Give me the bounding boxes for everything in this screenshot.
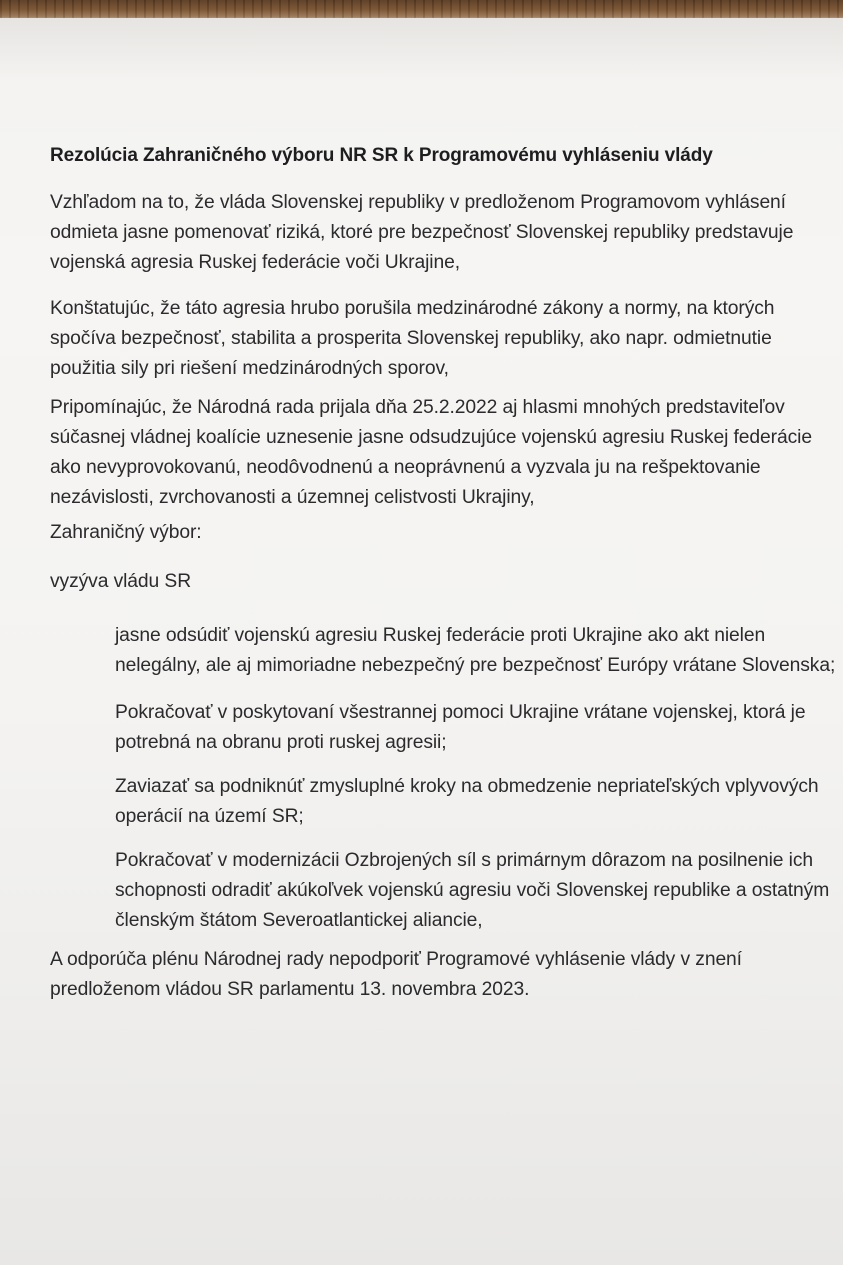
list-item-line: schopnosti odradiť akúkoľvek vojenskú agresiu voči Slovenskej republike a ostatným (115, 880, 830, 901)
paragraph-line: Konštatujúc, že táto agresia hrubo porušila medzinárodné zákony a normy, na ktorých (50, 298, 775, 319)
paragraph-line: Vzhľadom na to, že vláda Slovenskej republiky v predloženom Programovom vyhlásení (50, 192, 786, 213)
paragraph-line: súčasnej vládnej koalície uznesenie jasne odsudzujúce vojenskú agresiu Ruskej federácie (50, 427, 812, 448)
paragraph-konstatujuc (50, 294, 774, 384)
paragraph-line: nezávislosti, zvrchovanosti a územnej celistvosti Ukrajiny, (50, 487, 535, 508)
list-item-line: členským štátom Severoatlantickej aliancie, (115, 910, 483, 931)
paragraph-line: použitia sily pri riešení medzinárodných sporov, (50, 358, 449, 379)
paragraph-pripominajuc (50, 393, 812, 513)
list-item-line: nelegálny, ale aj mimoriadne nebezpečný pre bezpečnosť Európy vrátane Slovenska; (115, 655, 836, 676)
list-item-influence-operations (115, 772, 819, 832)
paragraph-line: predloženom vládou SR parlamentu 13. novembra 2023. (50, 979, 530, 1000)
list-item-modernization (115, 846, 829, 936)
list-item-line: operácií na území SR; (115, 806, 304, 827)
document-title: Rezolúcia Zahraničného výboru NR SR k Programovému vyhláseniu vlády (50, 145, 713, 166)
paragraph-line: ako nevyprovokovanú, neodôvodnenú a neoprávnenú a vyzvala ju na rešpektovanie (50, 457, 761, 478)
paragraph-line: vojenská agresia Ruskej federácie voči Ukrajine, (50, 252, 460, 273)
list-item-line: Pokračovať v poskytovaní všestrannej pomoci Ukrajine vrátane vojenskej, ktorá je (115, 702, 806, 723)
paragraph-line: odmieta jasne pomenovať riziká, ktoré pre bezpečnosť Slovenskej republiky predstavuje (50, 222, 794, 243)
paragraph-line: A odporúča plénu Národnej rady nepodporiť Programové vyhlásenie vlády v znení (50, 949, 742, 970)
paragraph-vzhladom (50, 188, 793, 278)
committee-label: Zahraničný výbor: (50, 522, 202, 543)
list-item-assistance (115, 698, 805, 758)
list-item-line: Zaviazať sa podniknúť zmysluplné kroky na obmedzenie nepriateľských vplyvových (115, 776, 819, 797)
paragraph-line: spočíva bezpečnosť, stabilita a prosperita Slovenskej republiky, ako napr. odmietnutie (50, 328, 772, 349)
list-item-condemn (115, 621, 835, 681)
list-item-line: Pokračovať v modernizácii Ozbrojených síl s primárnym dôrazom na posilnenie ich (115, 850, 814, 871)
closing-recommendation (50, 945, 742, 1005)
list-item-line: jasne odsúdiť vojenskú agresiu Ruskej federácie proti Ukrajine ako akt nielen (115, 625, 766, 646)
calls-on-government: vyzýva vládu SR (50, 571, 192, 592)
list-item-line: potrebná na obranu proti ruskej agresii; (115, 732, 447, 753)
paragraph-line: Pripomínajúc, že Národná rada prijala dňa 25.2.2022 aj hlasmi mnohých predstaviteľov (50, 397, 785, 418)
